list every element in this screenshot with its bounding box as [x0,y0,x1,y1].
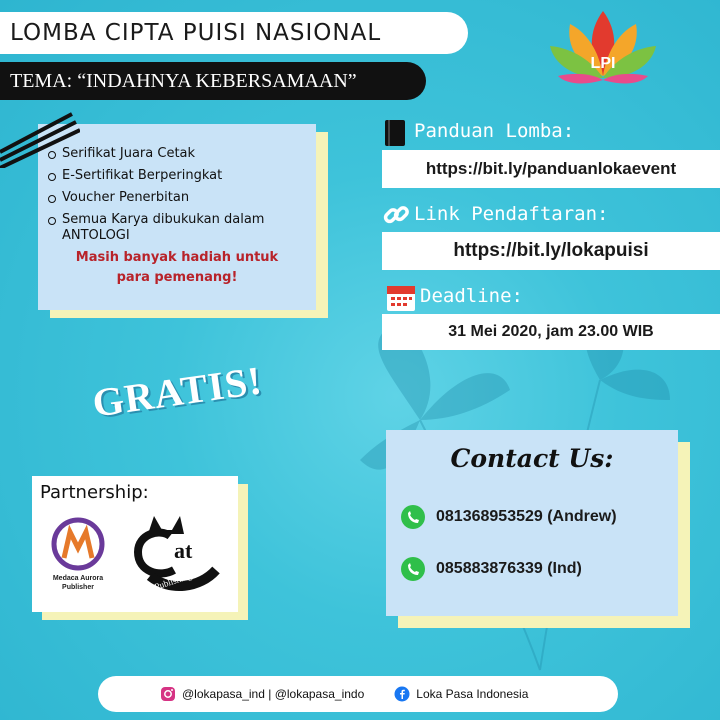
prize-item: Serifikat Juara Cetak [48,146,316,162]
prize-list [48,146,316,228]
cat-logo-sub: Publishing [153,570,193,592]
registration-url[interactable]: https://bit.ly/lokapuisi [382,232,720,270]
whatsapp-icon [400,504,426,530]
guide-label: Panduan Lomba: [414,120,575,142]
contact-number: 085883876339 (Ind) [436,560,582,577]
guide-url[interactable]: https://bit.ly/panduanlokaevent [382,150,720,188]
calendar-icon [386,282,416,312]
prize-item-continuation: ANTOLOGI [62,228,130,243]
gratis-label: GRATIS! [89,357,266,426]
footer-bar [98,676,618,712]
partnership-title: Partnership: [40,482,149,503]
theme-banner [0,62,426,100]
facebook-name[interactable]: Loka Pasa Indonesia [416,687,529,701]
whatsapp-icon [400,556,426,582]
facebook-icon [394,686,410,702]
book-icon [380,118,410,148]
prize-item: Semua Karya dibukukan dalam [48,212,316,228]
instagram-handles[interactable]: @lokapasa_ind | @lokapasa_indo [182,687,365,701]
prize-item: E-Sertifikat Berperingkat [48,168,316,184]
title-banner [0,12,468,54]
deadline-label: Deadline: [420,285,523,307]
contact-row[interactable] [400,504,617,530]
medaca-sub: Publisher [62,584,94,591]
cat-publishing-logo-icon [130,512,220,592]
lotus-logo-icon [548,6,658,90]
decorative-stripes-icon [0,112,80,168]
registration-label: Link Pendaftaran: [414,203,609,225]
cat-logo-text: at [174,538,193,563]
prize-extra-line: Masih banyak hadiah untuk [75,250,279,265]
theme-text: TEMA: “INDAHNYA KEBERSAMAAN” [10,69,357,92]
prize-item: Voucher Penerbitan [48,190,316,206]
partnership-card [32,476,238,612]
contact-card [386,430,678,616]
contact-number: 081368953529 (Andrew) [436,508,617,525]
link-icon [382,200,412,230]
instagram-icon [160,686,176,702]
contact-title: Contact Us: [450,444,614,473]
page-title: LOMBA CIPTA PUISI NASIONAL [10,20,382,46]
medaca-logo-icon [46,514,110,592]
medaca-name: Medaca Aurora [52,575,104,582]
logo-text: LPI [590,55,616,72]
prize-extra-line: para pemenang! [116,270,238,285]
contact-row[interactable] [400,556,582,582]
deadline-value: 31 Mei 2020, jam 23.00 WIB [382,314,720,350]
prize-extra-note [48,248,306,288]
